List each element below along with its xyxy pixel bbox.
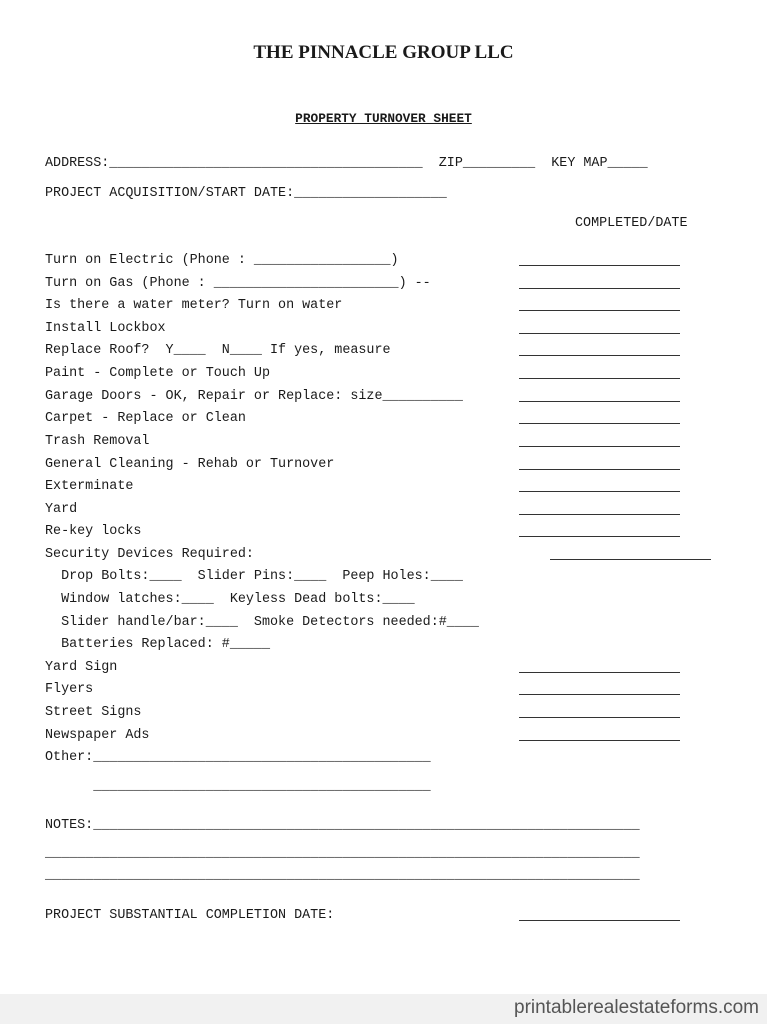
- completed-date-field[interactable]: [519, 389, 680, 405]
- completed-date-field[interactable]: [519, 253, 680, 269]
- item-paint: Paint - Complete or Touch Up: [45, 366, 270, 381]
- completed-date-field[interactable]: [519, 660, 680, 676]
- completed-date-header: COMPLETED/DATE: [575, 216, 688, 231]
- item-trash-removal: Trash Removal: [45, 434, 150, 449]
- watermark-text: printablerealestateforms.com: [514, 997, 759, 1018]
- item-garage-doors: Garage Doors - OK, Repair or Replace: size__________: [45, 389, 463, 404]
- completion-date-field[interactable]: [519, 908, 680, 924]
- completed-date-field[interactable]: [519, 411, 680, 427]
- completed-date-field[interactable]: [519, 728, 680, 744]
- start-date-row[interactable]: PROJECT ACQUISITION/START DATE:___________________: [45, 186, 447, 201]
- completion-date-label: PROJECT SUBSTANTIAL COMPLETION DATE:: [45, 908, 335, 923]
- notes-line[interactable]: __________________________________________________________________________: [45, 868, 640, 883]
- completed-date-field[interactable]: [519, 682, 680, 698]
- item-install-lockbox: Install Lockbox: [45, 321, 166, 336]
- item-general-cleaning: General Cleaning - Rehab or Turnover: [45, 457, 335, 472]
- item-street-signs: Street Signs: [45, 705, 142, 720]
- company-name: THE PINNACLE GROUP LLC: [253, 42, 514, 63]
- completed-date-field[interactable]: [519, 276, 680, 292]
- notes-line[interactable]: __________________________________________________________________________: [45, 846, 640, 861]
- notes-line[interactable]: NOTES:____________________________________________________________________: [45, 818, 640, 833]
- completed-date-field[interactable]: [519, 298, 680, 314]
- completed-date-field[interactable]: [550, 547, 711, 563]
- item-turn-on-gas: Turn on Gas (Phone : _______________________) --: [45, 276, 431, 291]
- watermark-footer: [0, 994, 767, 1024]
- completed-date-field[interactable]: [519, 343, 680, 359]
- completed-date-field[interactable]: [519, 434, 680, 450]
- item-newspaper-ads: Newspaper Ads: [45, 728, 150, 743]
- item-security-devices: Security Devices Required:: [45, 547, 254, 562]
- item-water-meter: Is there a water meter? Turn on water: [45, 298, 343, 313]
- item-yard-sign: Yard Sign: [45, 660, 118, 675]
- completed-date-field[interactable]: [519, 321, 680, 337]
- item-other[interactable]: Other:__________________________________________: [45, 750, 431, 765]
- completed-date-field[interactable]: [519, 524, 680, 540]
- security-row-bolts[interactable]: Drop Bolts:____ Slider Pins:____ Peep Holes:____: [45, 569, 463, 584]
- item-yard: Yard: [45, 502, 78, 517]
- completed-date-field[interactable]: [519, 457, 680, 473]
- security-row-batteries[interactable]: Batteries Replaced: #_____: [45, 637, 270, 652]
- security-row-latches[interactable]: Window latches:____ Keyless Dead bolts:____: [45, 592, 415, 607]
- item-other-continued[interactable]: __________________________________________: [45, 779, 431, 794]
- completed-date-field[interactable]: [519, 705, 680, 721]
- completed-date-field[interactable]: [519, 479, 680, 495]
- address-row[interactable]: ADDRESS:_______________________________________ ZIP_________ KEY MAP_____: [45, 156, 648, 171]
- item-flyers: Flyers: [45, 682, 94, 697]
- completed-date-field[interactable]: [519, 502, 680, 518]
- item-replace-roof: Replace Roof? Y____ N____ If yes, measure: [45, 343, 391, 358]
- item-exterminate: Exterminate: [45, 479, 134, 494]
- form-title: PROPERTY TURNOVER SHEET: [295, 111, 472, 126]
- item-turn-on-electric: Turn on Electric (Phone : _________________): [45, 253, 399, 268]
- item-carpet: Carpet - Replace or Clean: [45, 411, 246, 426]
- item-rekey-locks: Re-key locks: [45, 524, 142, 539]
- security-row-slider[interactable]: Slider handle/bar:____ Smoke Detectors needed:#____: [45, 615, 479, 630]
- completed-date-field[interactable]: [519, 366, 680, 382]
